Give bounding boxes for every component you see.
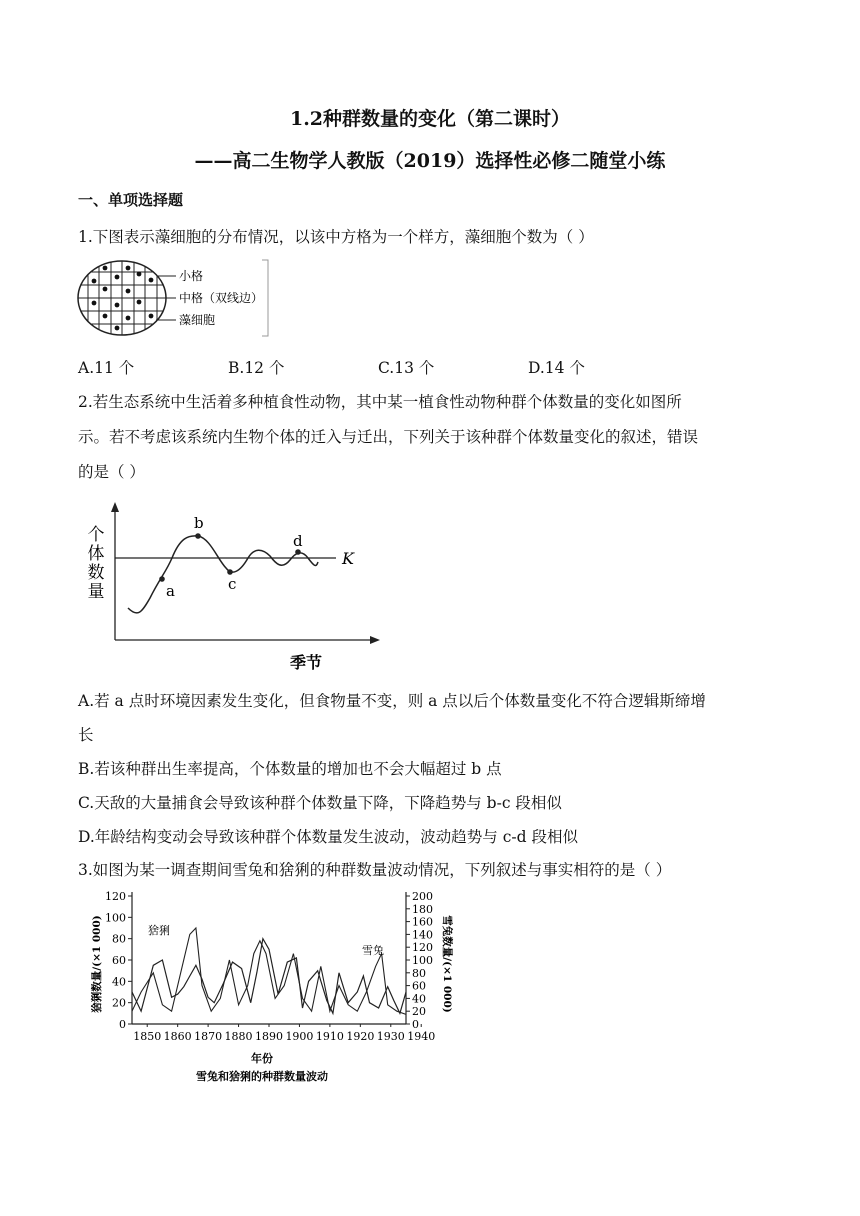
q2-stem-line-3: 的是（ ） (78, 463, 145, 481)
chart-xlabel: 年份 (251, 1052, 273, 1065)
chart-right-ylabel: 雪兔数量/(×1 000) (441, 915, 453, 1013)
page-subtitle: ——高二生物学人教版（2019）选择性必修二随堂小练 (194, 150, 666, 172)
left-tick-label: 80 (112, 932, 126, 946)
right-tick-label: 20 (412, 1005, 426, 1019)
right-tick-label: 140 (412, 928, 433, 942)
series-line-hare (132, 928, 406, 1014)
q2-k-curve-figure (78, 500, 378, 680)
point-d-label: d (293, 532, 303, 550)
q1-grid-figure (76, 258, 276, 338)
right-tick-label: 40 (412, 992, 426, 1006)
q2-option-a[interactable]: A.若 a 点时环境因素发生变化，但食物量不变，则 a 点以后个体数量变化不符合逻辑斯缔增 (78, 692, 706, 710)
x-tick-label: 1940 (407, 1030, 436, 1043)
left-tick-label: 20 (112, 996, 126, 1010)
label-medium-grid: 中格（双线边） (179, 291, 264, 305)
x-tick-label: 1920 (346, 1030, 375, 1043)
q2-option-d[interactable]: D.年龄结构变动会导致该种群个体数量发生波动，波动趋势与 c-d 段相似 (78, 828, 578, 846)
right-tick-label: 100 (412, 954, 433, 967)
right-tick-label: 120 (412, 941, 433, 955)
point-a-label: a (166, 582, 175, 600)
q3-population-chart (78, 886, 458, 1086)
x-tick-label: 1900 (285, 1030, 314, 1043)
right-tick-label: 60 (412, 979, 426, 993)
right-tick-label: 200 (412, 890, 433, 903)
q2-stem-line-2: 示。若不考虑该系统内生物个体的迁入与迁出，下列关于该种群个体数量变化的叙述，错误 (78, 428, 699, 446)
q2-option-c[interactable]: C.天敌的大量捕食会导致该种群个体数量下降，下降趋势与 b-c 段相似 (78, 794, 562, 812)
series-label-hare: 雪兔 (362, 944, 384, 957)
x-tick-label: 1870 (194, 1030, 223, 1043)
x-tick-label: 1910 (315, 1030, 344, 1043)
chart-title: 雪兔和猞猁的种群数量波动 (196, 1070, 328, 1083)
q2-option-a-cont[interactable]: 长 (78, 726, 94, 744)
q1-option-d[interactable]: D.14 个 (528, 359, 585, 377)
k-label: K (342, 549, 354, 568)
right-tick-label: 80 (412, 966, 426, 980)
left-tick-label: 60 (112, 954, 126, 967)
label-small-grid: 小格 (179, 269, 204, 283)
ylabel-char-1: 个 (87, 525, 105, 545)
point-b-label: b (194, 514, 204, 532)
q1-option-c[interactable]: C.13 个 (378, 359, 435, 377)
x-tick-label: 1880 (224, 1030, 253, 1043)
x-tick-label: 1930 (376, 1030, 405, 1043)
q2-option-b[interactable]: B.若该种群出生率提高，个体数量的增加也不会大幅超过 b 点 (78, 760, 502, 778)
page-title: 1.2种群数量的变化（第二课时） (289, 108, 571, 130)
left-tick-label: 100 (105, 911, 126, 925)
xlabel: 季节 (290, 653, 323, 672)
left-tick-label: 0 (119, 1018, 126, 1031)
right-tick-label: 160 (412, 915, 433, 929)
section-heading: 一、单项选择题 (78, 191, 184, 209)
q3-stem: 3.如图为某一调查期间雪兔和猞猁的种群数量波动情况，下列叙述与事实相符的是（ ） (78, 861, 672, 879)
q1-stem: 1.下图表示藻细胞的分布情况，以该中方格为一个样方，藻细胞个数为（ ） (78, 228, 594, 246)
ylabel-char-2: 体 (87, 544, 105, 564)
q2-stem-line-1: 2.若生态系统中生活着多种植食性动物，其中某一植食性动物种群个体数量的变化如图所 (78, 393, 682, 411)
q1-option-b[interactable]: B.12 个 (228, 359, 285, 377)
x-tick-label: 1860 (163, 1030, 192, 1043)
x-tick-label: 1890 (255, 1030, 283, 1043)
left-tick-label: 120 (105, 890, 126, 903)
q1-option-a[interactable]: A.11 个 (78, 359, 135, 377)
x-tick-label: 1850 (133, 1030, 162, 1043)
ylabel-char-3: 数 (87, 563, 105, 583)
ylabel-char-4: 量 (87, 582, 105, 602)
point-c-label: c (228, 575, 237, 593)
label-algae-cell: 藻细胞 (179, 313, 216, 327)
right-tick-label: 180 (412, 902, 433, 916)
series-label-lynx: 猞猁 (148, 924, 170, 937)
left-tick-label: 40 (112, 975, 126, 989)
right-tick-label: 0 (412, 1018, 419, 1031)
chart-left-ylabel: 猞猁数量/(×1 000) (91, 915, 103, 1013)
